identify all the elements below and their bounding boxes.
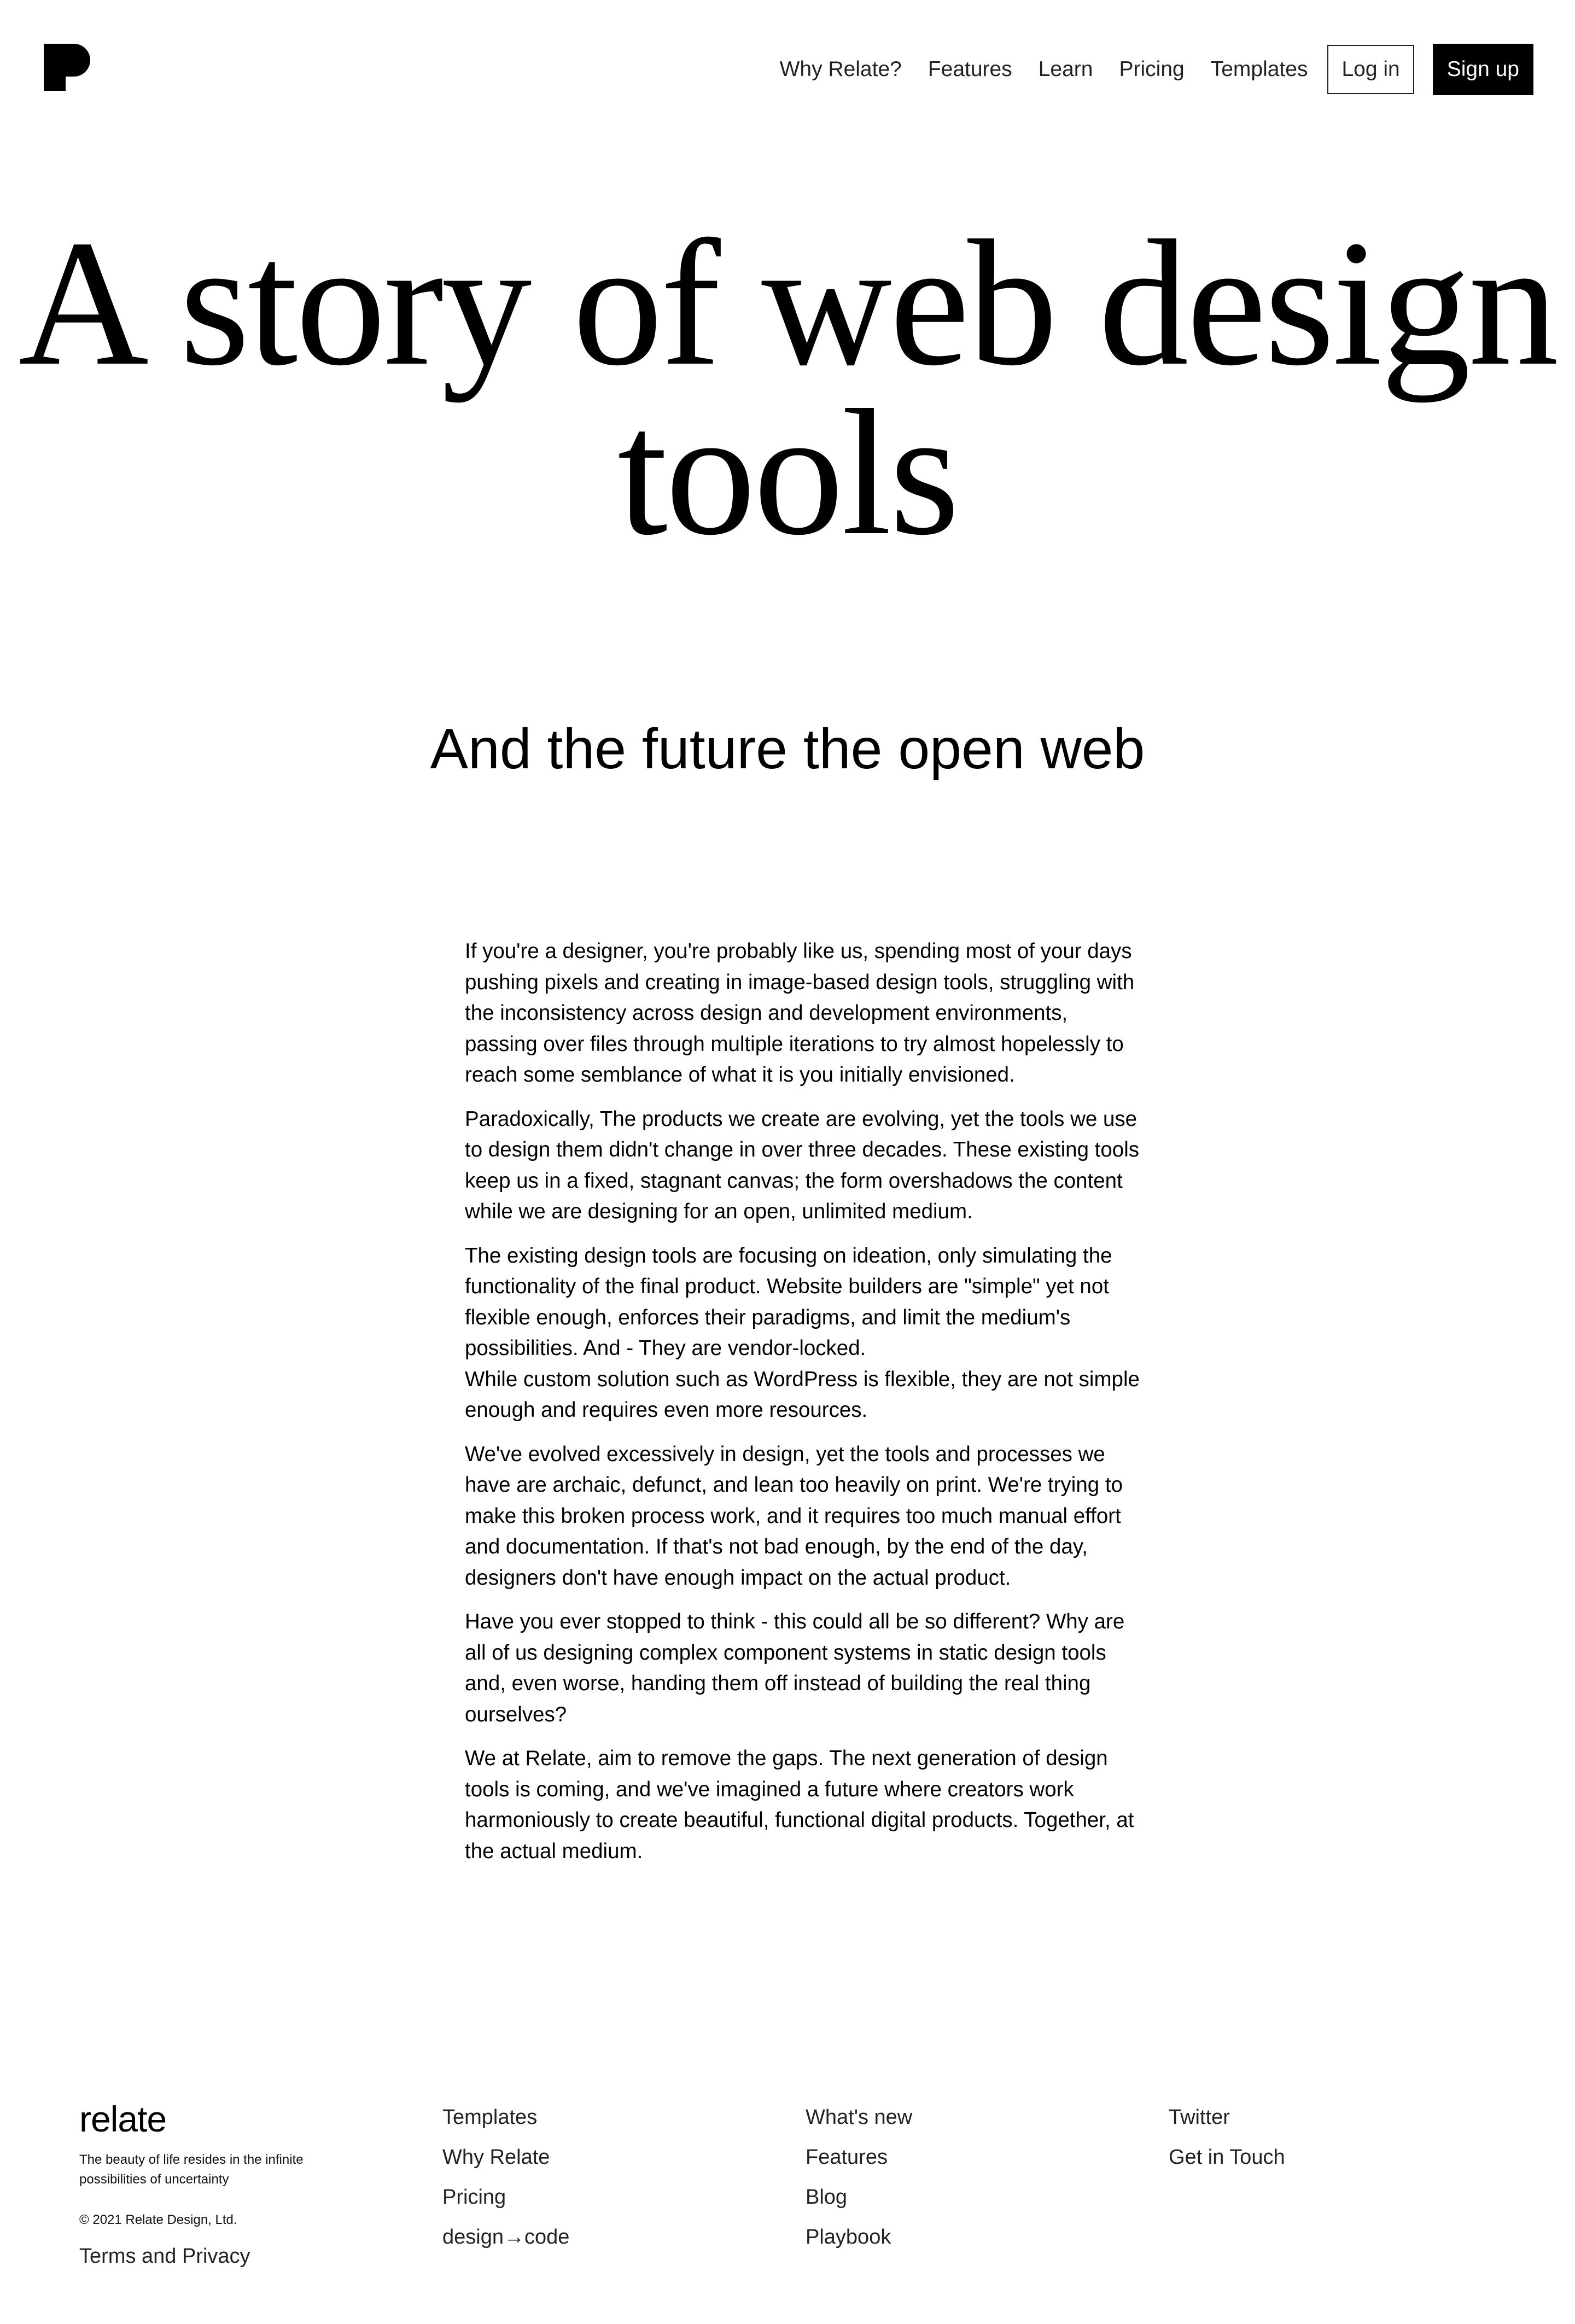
article-paragraph-5: Have you ever stopped to think - this could all be so different? Why are all of us designing complex component systems in static design tools and, even worse, handing them off instead of building the real thing ourselves?	[465, 1610, 1125, 1726]
article-paragraph-6: We at Relate, aim to remove the gaps. The next generation of design tools is coming, and we've imagined a future where creators work harmoniously to create beautiful, functional digital products. Together, at the actual medium.	[465, 1747, 1134, 1863]
footer-link-playbook[interactable]: Playbook	[806, 2226, 891, 2249]
nav-why-relate[interactable]: Why Relate?	[779, 57, 902, 81]
footer-link-templates[interactable]: Templates	[442, 2106, 538, 2129]
article-body	[465, 936, 1143, 1880]
article-paragraph-1: If you're a designer, you're probably like us, spending most of your days pushing pixels and creating in image-based design tools, struggling with the inconsistency across design and development environments, passing over files through multiple iterations to try almost hopelessly to reach some semblance of what it is you initially envisioned.	[465, 939, 1135, 1087]
article-paragraph-4: We've evolved excessively in design, yet the tools and processes we have are archaic, defunct, and lean too heavily on print. We're trying to make this broken process work, and it requires too much manual effort and documentation. If that's not bad enough, by the end of the day, designers don't have enough impact on the actual product.	[465, 1442, 1123, 1590]
nav-templates[interactable]: Templates	[1210, 57, 1308, 81]
footer-logo[interactable]: relate	[79, 2099, 167, 2139]
relate-logo-icon[interactable]	[44, 44, 90, 91]
nav-learn[interactable]: Learn	[1038, 57, 1093, 81]
footer-link-design-code[interactable]: design→code	[442, 2226, 570, 2249]
footer-link-features[interactable]: Features	[806, 2146, 888, 2169]
footer-column-product	[442, 2098, 569, 2257]
page-title: A story of web design tools	[18, 203, 1557, 573]
footer-copyright: © 2021 Relate Design, Ltd.	[79, 2212, 237, 2227]
footer-tagline: The beauty of life resides in the infinite possibilities of uncertainty	[79, 2152, 304, 2187]
nav-pricing[interactable]: Pricing	[1119, 57, 1185, 81]
article-paragraph-3: The existing design tools are focusing on ideation, only simulating the functionality of the final product. Website builders are "simple" yet not flexible enough, enforces their paradigms, and limit the medium's possibilities. And - They are vendor-locked. While custom solution such as WordPress is flexible, they are not simple enough and requires even more resources.	[465, 1243, 1140, 1422]
nav-features[interactable]: Features	[928, 57, 1012, 81]
main-nav	[780, 44, 1533, 95]
footer-link-twitter[interactable]: Twitter	[1169, 2106, 1230, 2129]
login-button[interactable]: Log in	[1327, 45, 1414, 94]
signup-button[interactable]: Sign up	[1433, 44, 1533, 95]
footer-column-resources	[806, 2098, 912, 2257]
article-paragraph-2: Paradoxically, The products we create are evolving, yet the tools we use to design them didn't change in over three decades. These existing tools keep us in a fixed, stagnant canvas; the form overshadows the content while we are designing for an open, unlimited medium.	[465, 1107, 1139, 1223]
footer-link-pricing[interactable]: Pricing	[442, 2186, 506, 2209]
footer-column-social	[1169, 2098, 1285, 2177]
page-subtitle: And the future the open web	[430, 717, 1145, 781]
terms-privacy-link[interactable]: Terms and Privacy	[79, 2245, 250, 2268]
footer-link-get-in-touch[interactable]: Get in Touch	[1169, 2146, 1285, 2169]
footer-link-whats-new[interactable]: What's new	[806, 2106, 913, 2129]
footer-brand	[79, 2100, 364, 2270]
footer-link-why-relate[interactable]: Why Relate	[442, 2146, 550, 2169]
footer-link-blog[interactable]: Blog	[806, 2186, 848, 2209]
